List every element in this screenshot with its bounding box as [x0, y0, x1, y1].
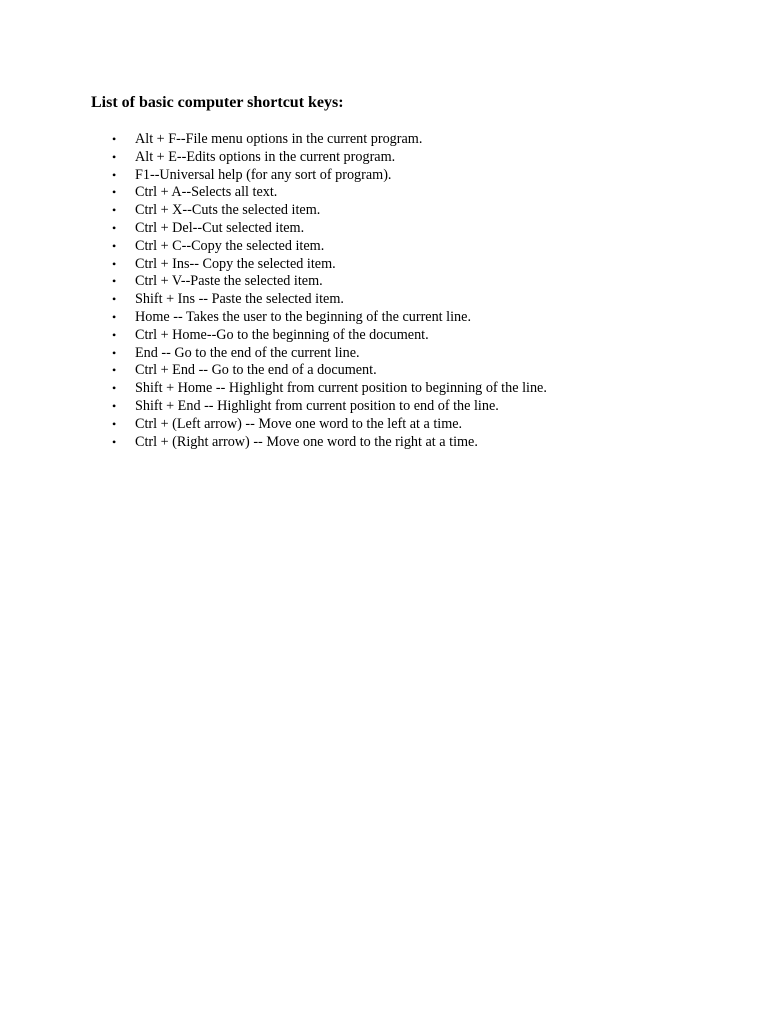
bullet-icon: •	[112, 345, 117, 360]
list-item-text: Ctrl + Del--Cut selected item.	[135, 219, 305, 236]
list-item-text: Shift + End -- Highlight from current position to end of the line.	[135, 397, 499, 414]
bullet-icon: •	[112, 327, 117, 342]
list-item-text: Ctrl + End -- Go to the end of a document.	[135, 362, 377, 379]
bullet-icon: •	[112, 132, 117, 146]
list-item-text: Ctrl + Ins-- Copy the selected item.	[135, 255, 336, 272]
bullet-icon: •	[112, 185, 117, 200]
bullet-icon: •	[112, 434, 117, 449]
list-item-text: Ctrl + C--Copy the selected item.	[135, 237, 325, 254]
list-item-text: Ctrl + (Left arrow) -- Move one word to the left at a time.	[135, 415, 463, 432]
list-item-text: Alt + F--File menu options in the current program.	[135, 131, 423, 147]
list-item-text: Home -- Takes the user to the beginning of the current line.	[135, 308, 471, 325]
bullet-icon: •	[112, 220, 117, 235]
bullet-icon: •	[112, 416, 117, 431]
bullet-icon: •	[112, 149, 117, 164]
bullet-icon: •	[112, 167, 117, 182]
list-item-text: End -- Go to the end of the current line.	[135, 344, 360, 361]
list-item-text: Ctrl + Home--Go to the beginning of the document.	[135, 326, 429, 343]
bullet-icon: •	[112, 292, 117, 307]
bullet-icon: •	[112, 274, 117, 289]
list-item-text: Ctrl + V--Paste the selected item.	[135, 273, 323, 290]
list-item-text: Ctrl + (Right arrow) -- Move one word to the right at a time.	[135, 433, 478, 450]
bullet-icon: •	[112, 309, 117, 324]
list-item-text: F1--Universal help (for any sort of program).	[135, 166, 392, 183]
bullet-icon: •	[112, 398, 117, 413]
bullet-icon: •	[112, 363, 117, 378]
list-item-text: Ctrl + A--Selects all text.	[135, 184, 278, 201]
bullet-icon: •	[112, 203, 117, 218]
bullet-icon: •	[112, 238, 117, 253]
bullet-icon: •	[112, 256, 117, 271]
list-item-text: Shift + Home -- Highlight from current position to beginning of the line.	[135, 380, 547, 397]
bullet-icon: •	[112, 381, 117, 396]
list-item-text: Alt + E--Edits options in the current program.	[135, 148, 396, 165]
list-item-text: Shift + Ins -- Paste the selected item.	[135, 291, 344, 308]
document-title: List of basic computer shortcut keys:	[91, 94, 344, 111]
list-item-text: Ctrl + X--Cuts the selected item.	[135, 202, 321, 219]
